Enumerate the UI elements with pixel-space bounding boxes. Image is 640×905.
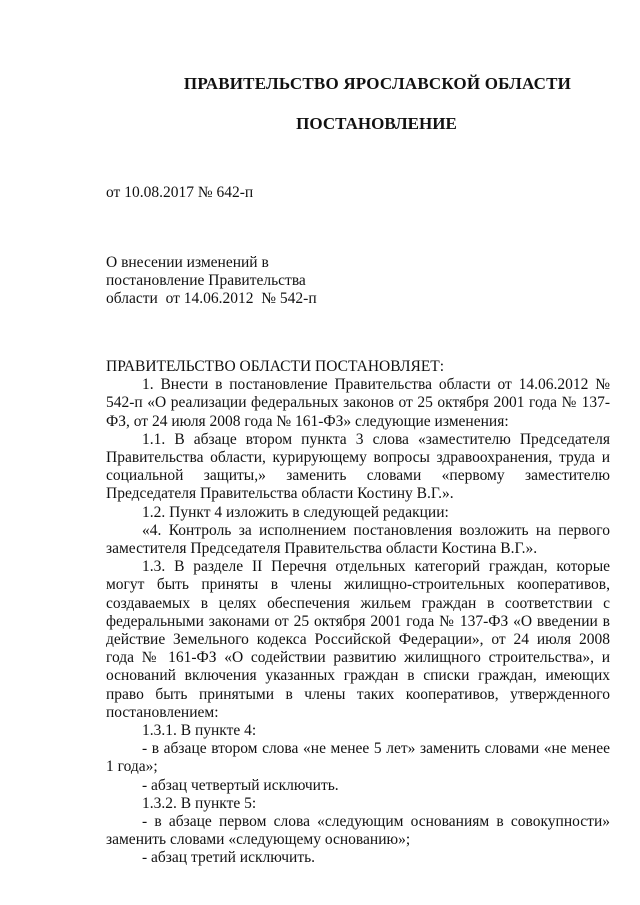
body-paragraph: 1.3.2. В пункте 5:: [142, 794, 257, 812]
document-date-number: от 10.08.2017 № 642-п: [106, 184, 254, 201]
body-paragraph: «4. Контроль за исполнением постановления возложить на первого заместителя Председателя Правительства области Костина В.Г.».: [106, 521, 610, 558]
body-paragraph: - абзац третий исключить.: [142, 849, 316, 867]
organization-title: ПРАВИТЕЛЬСТВО ЯРОСЛАВСКОЙ ОБЛАСТИ: [183, 74, 572, 93]
subject-line: постановление Правительства: [106, 272, 306, 289]
document-type-title: ПОСТАНОВЛЕНИЕ: [296, 114, 457, 133]
document-body: [106, 358, 610, 868]
body-paragraph: - в абзаце втором слова «не менее 5 лет» заменить словами «не менее 1 года»;: [106, 740, 610, 776]
resolution-preamble: ПРАВИТЕЛЬСТВО ОБЛАСТИ ПОСТАНОВЛЯЕТ:: [106, 358, 445, 375]
body-paragraph: - абзац четвертый исключить.: [142, 776, 339, 794]
subject-line: О внесении изменений в: [106, 254, 269, 271]
body-paragraph: 1.1. В абзаце втором пункта 3 слова «заместителю Председателя Правительства области, курирующему вопросы здравоохранения, труда и социальной защиты,» заменить словами «первому заместителю Председателя Правительства области Костину В.Г.».: [106, 430, 610, 503]
body-paragraph: 1. Внести в постановление Правительства области от 14.06.2012 № 542-п «О реализации федеральных законов от 25 октября 2001 года № 137-ФЗ, от 24 июля 2008 года № 161-ФЗ» следующие изменения:: [106, 376, 610, 430]
body-paragraph: 1.2. Пункт 4 изложить в следующей редакции:: [142, 503, 449, 521]
subject-line: области от 14.06.2012 № 542-п: [106, 290, 317, 307]
body-paragraph: 1.3. В разделе II Перечня отдельных категорий граждан, которые могут быть приняты в члены жилищно-строительных кооперативов, создаваемых в целях обеспечения жильем граждан в соответствии с федеральными законами от 25 октября 2001 года № 137-ФЗ «О введении в действие Земельного кодекса Российской Федерации», от 24 июля 2008 года № 161-ФЗ «О содействии развитию жилищного строительства», и оснований включения указанных граждан в списки граждан, имеющих право быть принятыми в члены таких кооперативов, утвержденного постановлением:: [106, 558, 610, 721]
document-subject: [106, 254, 317, 308]
body-paragraph: - в абзаце первом слова «следующим основаниям в совокупности» заменить словами «следующему основанию»;: [106, 813, 610, 849]
body-paragraph: 1.3.1. В пункте 4:: [142, 722, 257, 740]
